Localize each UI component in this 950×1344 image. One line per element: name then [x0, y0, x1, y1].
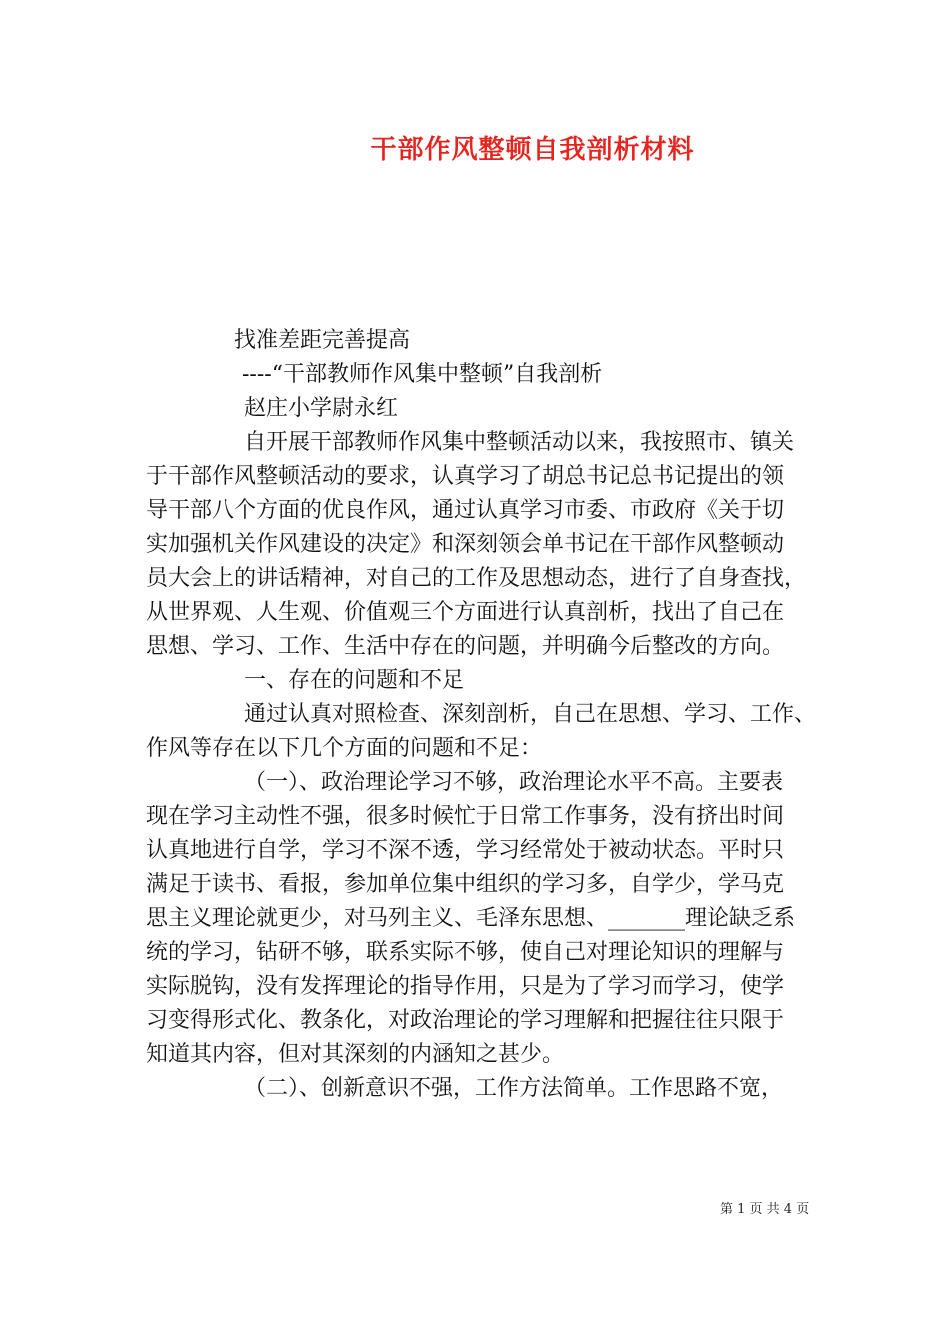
body-line: ----“干部教师作风集中整顿”自我剖析: [242, 362, 603, 387]
body-line: 知道其内容，但对其深刻的内涵知之甚少。: [146, 1042, 565, 1067]
document-body: [146, 324, 826, 1106]
body-line: 员大会上的讲话精神，对自己的工作及思想动态，进行了自身查找，: [146, 566, 807, 591]
document-title: 干部作风整顿自我剖析材料: [370, 135, 695, 165]
body-line: （一）、政治理论学习不够，政治理论水平不高。主要表: [244, 770, 784, 795]
body-line: 赵庄小学尉永红: [244, 396, 399, 421]
body-line: 习变得形式化、教条化，对政治理论的学习理解和把握往往只限于: [146, 1008, 785, 1033]
body-line: 作风等存在以下几个方面的问题和不足：: [146, 736, 543, 761]
body-line: 实际脱钩，没有发挥理论的指导作用，只是为了学习而学习，使学: [146, 974, 785, 999]
body-line: 通过认真对照检查、深刻剖析，自己在思想、学习、工作、: [244, 702, 817, 727]
body-line: 导干部八个方面的优良作风，通过认真学习市委、市政府《关于切: [146, 498, 785, 523]
body-line: 认真地进行自学，学习不深不透，学习经常处于被动状态。平时只: [146, 838, 785, 863]
body-line: 自开展干部教师作风集中整顿活动以来，我按照市、镇关: [244, 430, 795, 455]
body-line: 思想、学习、工作、生活中存在的问题，并明确今后整改的方向。: [146, 634, 785, 659]
body-line: 一、存在的问题和不足: [244, 668, 465, 693]
body-line: 从世界观、人生观、价值观三个方面进行认真剖析，找出了自己在: [146, 600, 785, 625]
body-line: 找准差距完善提高: [234, 328, 411, 353]
body-line: 思主义理论就更少，对马列主义、毛泽东思想、_______理论缺乏系: [146, 906, 796, 931]
page-footer: 第 1 页 共 4 页: [720, 1202, 810, 1217]
body-line: 统的学习，钻研不够，联系实际不够，使自己对理论知识的理解与: [146, 940, 785, 965]
body-line: 于干部作风整顿活动的要求，认真学习了胡总书记总书记提出的领: [146, 464, 785, 489]
body-line: 现在学习主动性不强，很多时候忙于日常工作事务，没有挤出时间: [146, 804, 785, 829]
body-line: 满足于读书、看报，参加单位集中组织的学习多，自学少，学马克: [146, 872, 785, 897]
body-line: （二）、创新意识不强，工作方法简单。工作思路不宽，: [244, 1076, 784, 1101]
body-line: 实加强机关作风建设的决定》和深刻领会单书记在干部作风整顿动: [146, 532, 785, 557]
